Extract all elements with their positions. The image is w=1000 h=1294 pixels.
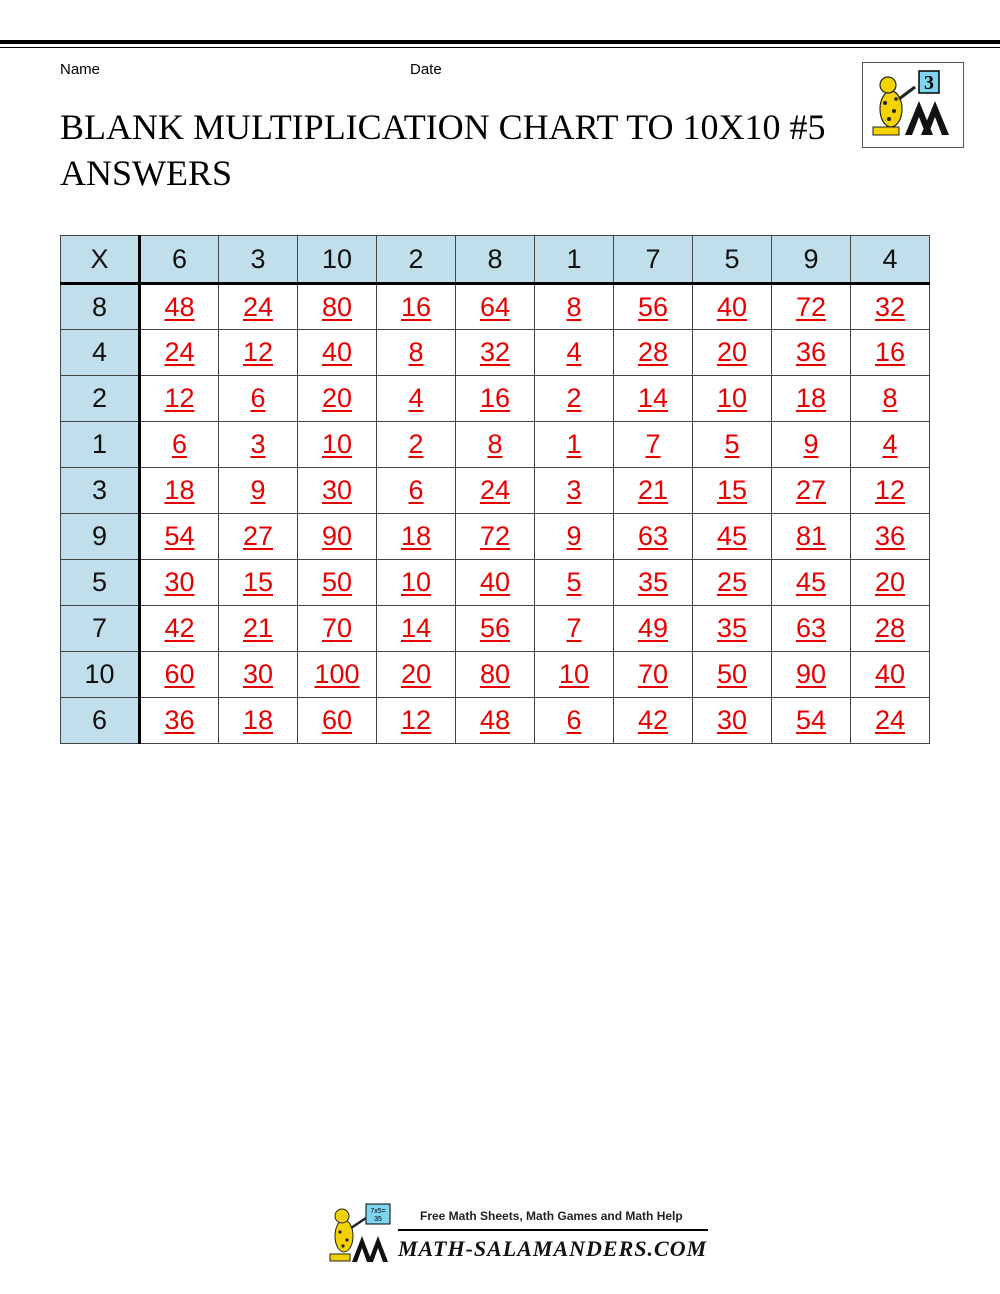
answer-value: 63 xyxy=(795,613,827,643)
answer-value: 7 xyxy=(566,613,582,643)
answer-cell xyxy=(693,652,772,698)
row-header: 5 xyxy=(61,560,140,606)
answer-cell xyxy=(535,330,614,376)
answer-value: 12 xyxy=(242,337,274,367)
table-row xyxy=(61,560,930,606)
answer-value: 42 xyxy=(637,705,669,735)
answer-value: 27 xyxy=(242,521,274,551)
answer-value: 70 xyxy=(321,613,353,643)
answer-cell xyxy=(693,468,772,514)
answer-value: 80 xyxy=(479,659,511,689)
answer-cell xyxy=(219,330,298,376)
answer-value: 20 xyxy=(716,337,748,367)
answer-value: 45 xyxy=(795,567,827,597)
page-title: BLANK MULTIPLICATION CHART TO 10X10 #5 ANSWERS xyxy=(60,107,826,193)
column-header: 6 xyxy=(140,236,219,284)
answer-value: 40 xyxy=(321,337,353,367)
salamander-logo-icon xyxy=(863,63,963,147)
answer-value: 6 xyxy=(408,475,424,505)
top-rule-thin xyxy=(0,47,1000,48)
answer-value: 5 xyxy=(724,429,740,459)
answer-cell xyxy=(377,422,456,468)
answer-cell xyxy=(693,560,772,606)
answer-value: 10 xyxy=(321,429,353,459)
answer-value: 25 xyxy=(716,567,748,597)
table-row xyxy=(61,376,930,422)
answer-value: 40 xyxy=(874,659,906,689)
answer-value: 40 xyxy=(716,291,748,322)
answer-value: 30 xyxy=(164,567,195,597)
answer-value: 30 xyxy=(321,475,353,505)
answer-cell xyxy=(298,376,377,422)
answer-cell xyxy=(614,514,693,560)
answer-cell xyxy=(219,698,298,744)
answer-value: 2 xyxy=(408,429,424,459)
answer-value: 18 xyxy=(795,383,827,413)
answer-cell xyxy=(140,468,219,514)
row-header: 4 xyxy=(61,330,140,376)
answer-value: 30 xyxy=(242,659,274,689)
answer-cell xyxy=(851,330,930,376)
answer-value: 32 xyxy=(874,291,906,322)
answer-value: 36 xyxy=(164,705,195,735)
answer-value: 7 xyxy=(645,429,661,459)
answer-value: 50 xyxy=(321,567,353,597)
table-row xyxy=(61,422,930,468)
answer-value: 70 xyxy=(637,659,669,689)
answer-cell xyxy=(772,330,851,376)
answer-cell xyxy=(772,606,851,652)
answer-value: 16 xyxy=(479,383,511,413)
answer-value: 100 xyxy=(314,659,360,689)
corner-cell: X xyxy=(61,236,140,284)
answer-cell xyxy=(140,376,219,422)
answer-value: 4 xyxy=(566,337,582,367)
answer-cell xyxy=(772,514,851,560)
answer-cell xyxy=(614,284,693,330)
answer-value: 56 xyxy=(479,613,511,643)
footer-brand: MATH-SALAMANDERS.COM xyxy=(398,1236,708,1261)
answer-cell xyxy=(851,652,930,698)
answer-value: 64 xyxy=(479,291,511,322)
answer-cell xyxy=(535,606,614,652)
answer-cell xyxy=(298,698,377,744)
answer-cell xyxy=(298,422,377,468)
answer-value: 49 xyxy=(637,613,669,643)
answer-cell xyxy=(772,376,851,422)
date-label: Date xyxy=(410,61,442,78)
svg-text:35: 35 xyxy=(374,1216,382,1223)
column-header: 9 xyxy=(772,236,851,284)
answer-cell xyxy=(377,514,456,560)
answer-value: 56 xyxy=(637,291,669,322)
answer-cell xyxy=(851,468,930,514)
answer-value: 18 xyxy=(400,521,432,551)
answer-value: 48 xyxy=(164,291,195,322)
answer-cell xyxy=(140,330,219,376)
answer-value: 81 xyxy=(795,521,827,551)
answer-cell xyxy=(456,376,535,422)
answer-value: 90 xyxy=(321,521,353,551)
answer-value: 6 xyxy=(171,429,188,459)
answer-value: 72 xyxy=(479,521,511,551)
footer-divider xyxy=(398,1229,708,1231)
answer-value: 24 xyxy=(874,705,906,735)
row-header: 8 xyxy=(61,284,140,330)
row-header: 3 xyxy=(61,468,140,514)
answer-cell xyxy=(456,652,535,698)
answer-cell xyxy=(535,514,614,560)
column-header: 1 xyxy=(535,236,614,284)
table-row xyxy=(61,330,930,376)
answer-value: 24 xyxy=(242,291,274,322)
answer-cell xyxy=(140,698,219,744)
answer-cell xyxy=(851,606,930,652)
answer-value: 27 xyxy=(795,475,827,505)
column-header: 3 xyxy=(219,236,298,284)
answer-cell xyxy=(535,652,614,698)
row-header: 1 xyxy=(61,422,140,468)
top-rule xyxy=(0,40,1000,44)
column-header: 2 xyxy=(377,236,456,284)
table-row xyxy=(61,284,930,330)
answer-cell xyxy=(693,284,772,330)
answer-value: 28 xyxy=(637,337,669,367)
answer-value: 15 xyxy=(242,567,274,597)
row-header: 10 xyxy=(61,652,140,698)
answer-value: 21 xyxy=(637,475,669,505)
answer-cell xyxy=(219,652,298,698)
answer-cell xyxy=(140,652,219,698)
column-header: 8 xyxy=(456,236,535,284)
answer-cell xyxy=(377,330,456,376)
answer-cell xyxy=(456,606,535,652)
answer-cell xyxy=(851,514,930,560)
answer-value: 12 xyxy=(874,475,906,505)
salamander-footer-icon xyxy=(326,1200,406,1270)
answer-value: 45 xyxy=(716,521,748,551)
answer-cell xyxy=(614,468,693,514)
row-header: 9 xyxy=(61,514,140,560)
answer-cell xyxy=(140,560,219,606)
answer-cell xyxy=(772,422,851,468)
answer-cell xyxy=(535,284,614,330)
answer-cell xyxy=(614,376,693,422)
answer-cell xyxy=(614,330,693,376)
answer-value: 4 xyxy=(882,429,898,459)
answer-cell xyxy=(614,560,693,606)
column-header-row xyxy=(61,236,930,284)
table-row xyxy=(61,514,930,560)
answer-value: 54 xyxy=(164,521,195,551)
answer-cell xyxy=(772,560,851,606)
answer-cell xyxy=(693,376,772,422)
answer-cell xyxy=(456,698,535,744)
answer-value: 20 xyxy=(321,383,353,413)
answer-value: 18 xyxy=(164,475,195,505)
answer-value: 3 xyxy=(566,475,582,505)
answer-cell xyxy=(377,652,456,698)
answer-value: 10 xyxy=(400,567,432,597)
answer-value: 12 xyxy=(164,383,195,413)
answer-value: 6 xyxy=(566,705,582,735)
answer-value: 14 xyxy=(637,383,669,413)
answer-cell xyxy=(219,514,298,560)
answer-cell xyxy=(140,514,219,560)
answer-cell xyxy=(219,560,298,606)
answer-value: 9 xyxy=(566,521,582,551)
answer-cell xyxy=(535,560,614,606)
answer-value: 5 xyxy=(566,567,582,597)
answer-cell xyxy=(693,330,772,376)
table-row xyxy=(61,698,930,744)
answer-cell xyxy=(219,376,298,422)
answer-cell xyxy=(614,606,693,652)
answer-value: 8 xyxy=(882,383,898,413)
answer-value: 60 xyxy=(321,705,353,735)
answer-cell xyxy=(456,468,535,514)
answer-value: 24 xyxy=(479,475,511,505)
column-header: 5 xyxy=(693,236,772,284)
table-row xyxy=(61,606,930,652)
answer-value: 54 xyxy=(795,705,827,735)
answer-value: 15 xyxy=(716,475,748,505)
answer-cell xyxy=(614,698,693,744)
answer-value: 20 xyxy=(874,567,906,597)
answer-cell xyxy=(377,284,456,330)
answer-value: 6 xyxy=(250,383,266,413)
answer-cell xyxy=(535,698,614,744)
answer-cell xyxy=(851,698,930,744)
answer-value: 35 xyxy=(716,613,748,643)
answer-cell xyxy=(693,606,772,652)
answer-cell xyxy=(377,606,456,652)
answer-cell xyxy=(140,606,219,652)
answer-value: 24 xyxy=(164,337,195,367)
answer-cell xyxy=(219,284,298,330)
answer-cell xyxy=(614,652,693,698)
answer-cell xyxy=(851,376,930,422)
answer-cell xyxy=(377,376,456,422)
answer-cell xyxy=(535,376,614,422)
answer-cell xyxy=(535,422,614,468)
answer-cell xyxy=(772,652,851,698)
answer-cell xyxy=(772,698,851,744)
answer-value: 9 xyxy=(803,429,819,459)
answer-cell xyxy=(219,468,298,514)
answer-value: 40 xyxy=(479,567,511,597)
answer-value: 48 xyxy=(479,705,511,735)
answer-cell xyxy=(693,422,772,468)
answer-value: 90 xyxy=(795,659,827,689)
answer-cell xyxy=(535,468,614,514)
answer-value: 36 xyxy=(874,521,906,551)
multiplication-table xyxy=(60,235,930,744)
answer-value: 28 xyxy=(874,613,906,643)
answer-cell xyxy=(377,560,456,606)
answer-value: 63 xyxy=(637,521,669,551)
answer-cell xyxy=(456,422,535,468)
answer-cell xyxy=(140,284,219,330)
answer-value: 50 xyxy=(716,659,748,689)
column-header: 7 xyxy=(614,236,693,284)
answer-cell xyxy=(298,606,377,652)
answer-value: 12 xyxy=(400,705,432,735)
footer-tagline: Free Math Sheets, Math Games and Math Help xyxy=(420,1209,683,1223)
answer-value: 72 xyxy=(795,291,827,322)
answer-cell xyxy=(851,284,930,330)
answer-value: 35 xyxy=(637,567,669,597)
answer-value: 1 xyxy=(566,429,582,459)
answer-cell xyxy=(693,698,772,744)
answer-value: 2 xyxy=(566,383,582,413)
answer-cell xyxy=(851,422,930,468)
answer-cell xyxy=(772,468,851,514)
table-row xyxy=(61,468,930,514)
answer-value: 20 xyxy=(400,659,432,689)
row-header: 7 xyxy=(61,606,140,652)
answer-cell xyxy=(456,560,535,606)
answer-value: 16 xyxy=(874,337,906,367)
answer-cell xyxy=(219,422,298,468)
answer-value: 36 xyxy=(795,337,827,367)
answer-cell xyxy=(298,468,377,514)
name-label: Name xyxy=(60,61,101,78)
answer-value: 60 xyxy=(164,659,195,689)
answer-value: 8 xyxy=(408,337,424,367)
answer-value: 10 xyxy=(558,659,590,689)
answer-value: 21 xyxy=(242,613,274,643)
answer-value: 10 xyxy=(716,383,748,413)
answer-value: 8 xyxy=(566,291,582,322)
answer-cell xyxy=(772,284,851,330)
answer-value: 42 xyxy=(164,613,195,643)
row-header: 6 xyxy=(61,698,140,744)
answer-value: 8 xyxy=(487,429,503,459)
answer-cell xyxy=(377,698,456,744)
answer-cell xyxy=(298,652,377,698)
answer-value: 32 xyxy=(479,337,511,367)
answer-cell xyxy=(456,514,535,560)
grade-logo xyxy=(862,62,964,148)
answer-cell xyxy=(851,560,930,606)
answer-cell xyxy=(456,330,535,376)
answer-value: 3 xyxy=(250,429,266,459)
table-row xyxy=(61,652,930,698)
answer-cell xyxy=(219,606,298,652)
answer-cell xyxy=(693,514,772,560)
column-header: 10 xyxy=(298,236,377,284)
answer-value: 18 xyxy=(242,705,274,735)
answer-cell xyxy=(298,514,377,560)
answer-cell xyxy=(456,284,535,330)
answer-cell xyxy=(298,560,377,606)
grade-number: 3 xyxy=(924,72,934,94)
answer-value: 4 xyxy=(408,383,424,413)
answer-value: 14 xyxy=(400,613,432,643)
answer-cell xyxy=(298,330,377,376)
column-header: 4 xyxy=(851,236,930,284)
answer-cell xyxy=(140,422,219,468)
answer-value: 16 xyxy=(400,291,432,322)
answer-cell xyxy=(377,468,456,514)
row-header: 2 xyxy=(61,376,140,422)
svg-text:7x5=: 7x5= xyxy=(370,1208,386,1215)
answer-value: 9 xyxy=(250,475,266,505)
answer-value: 80 xyxy=(321,291,353,322)
answer-cell xyxy=(614,422,693,468)
answer-value: 30 xyxy=(716,705,748,735)
answer-cell xyxy=(298,284,377,330)
